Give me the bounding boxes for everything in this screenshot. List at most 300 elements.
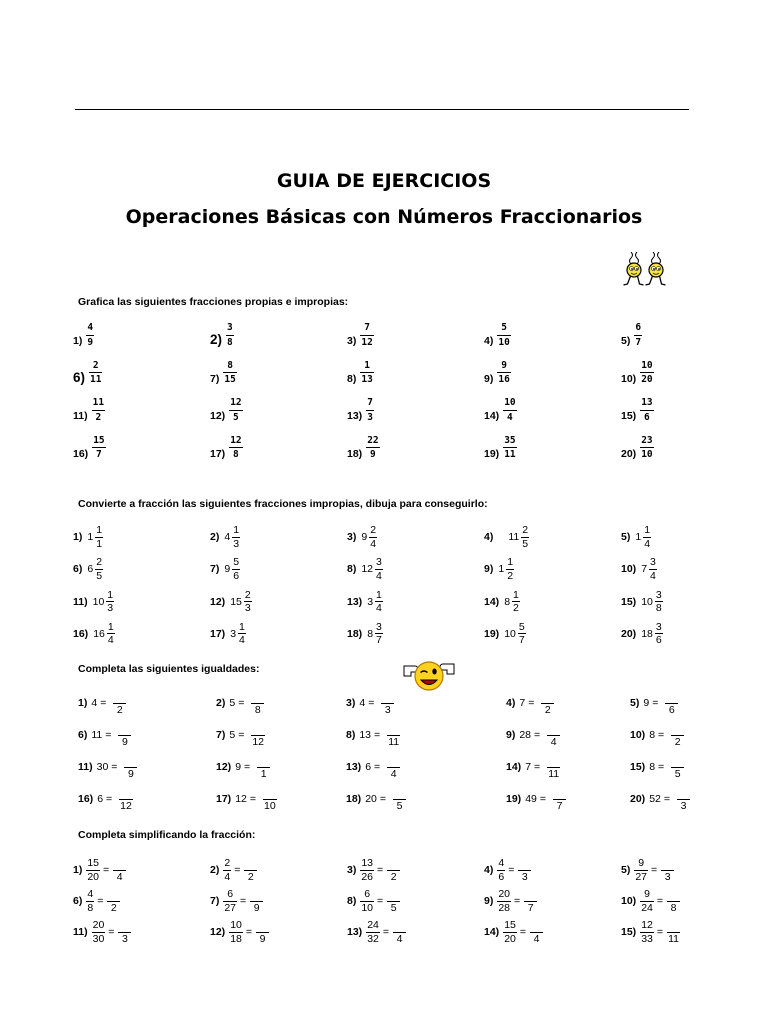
fraction-numerator: 1 bbox=[239, 620, 245, 633]
equals-sign: = bbox=[249, 793, 257, 805]
given-number: 12 bbox=[235, 793, 247, 805]
answer-blank bbox=[518, 858, 531, 871]
answer-blank bbox=[553, 787, 566, 800]
answer-fraction bbox=[113, 691, 126, 715]
whole-number: 12 bbox=[361, 563, 374, 576]
fraction-denominator: 18 bbox=[230, 932, 242, 945]
fraction-denominator: 4 bbox=[390, 767, 397, 780]
fraction bbox=[223, 858, 231, 882]
equals-sign: = bbox=[656, 895, 664, 907]
fraction bbox=[640, 889, 654, 913]
fraction bbox=[229, 920, 243, 944]
exercise-item bbox=[484, 525, 621, 549]
fraction-denominator: 2 bbox=[544, 703, 551, 716]
simplify-exercises bbox=[73, 858, 758, 951]
fraction-denominator: 1 bbox=[96, 537, 103, 550]
answer-fraction bbox=[667, 889, 680, 913]
fraction-numerator: 22 bbox=[366, 436, 379, 449]
exercise-item bbox=[347, 590, 484, 614]
exercise-number: 6) bbox=[78, 729, 88, 741]
fraction-numerator: 24 bbox=[367, 919, 379, 931]
fraction-numerator: 23 bbox=[640, 436, 653, 449]
exercise-number: 6) bbox=[73, 895, 83, 907]
given-number: 52 bbox=[649, 793, 661, 805]
exercise-number: 12) bbox=[210, 926, 226, 938]
fraction bbox=[244, 590, 252, 614]
exercise-item bbox=[73, 622, 210, 646]
exercise-number: 19) bbox=[484, 447, 500, 460]
fraction-denominator: 4 bbox=[107, 634, 114, 647]
exercise-number: 6) bbox=[73, 563, 83, 576]
exercise-item bbox=[216, 755, 346, 779]
whole-number: 7 bbox=[641, 563, 648, 576]
fraction-denominator: 5 bbox=[233, 411, 239, 423]
fraction bbox=[360, 889, 374, 913]
fraction bbox=[92, 398, 105, 422]
given-number: 28 bbox=[519, 729, 532, 741]
fraction-denominator: 6 bbox=[668, 703, 675, 716]
equalities-instruction: Completa las siguientes igualdades: bbox=[78, 663, 260, 675]
fraction-numerator: 10 bbox=[640, 361, 653, 374]
answer-fraction bbox=[665, 691, 678, 715]
answer-blank bbox=[667, 920, 680, 933]
answer-fraction bbox=[381, 691, 394, 715]
given-number: 30 bbox=[96, 761, 109, 773]
answer-blank bbox=[381, 691, 394, 704]
whole-number: 10 bbox=[504, 627, 516, 640]
exercise-item bbox=[73, 920, 210, 944]
answer-blank bbox=[118, 920, 131, 933]
fraction-denominator: 8 bbox=[233, 449, 239, 460]
exercise-item bbox=[621, 858, 758, 882]
whole-number: 6 bbox=[87, 563, 94, 576]
exercise-number: 14) bbox=[506, 761, 522, 773]
exercise-number: 5) bbox=[630, 697, 640, 709]
fraction-numerator: 1 bbox=[233, 524, 240, 536]
exercise-item bbox=[210, 590, 347, 614]
answer-blank bbox=[387, 723, 400, 736]
exercise-number: 6) bbox=[73, 369, 86, 385]
fraction bbox=[521, 525, 529, 549]
fraction bbox=[366, 398, 374, 422]
fraction-denominator: 7 bbox=[518, 634, 525, 647]
answer-fraction bbox=[257, 755, 270, 779]
convert-fractions-exercises bbox=[73, 525, 758, 654]
fraction-denominator: 3 bbox=[521, 870, 528, 883]
equals-sign: = bbox=[238, 729, 245, 741]
fraction-denominator: 5 bbox=[396, 799, 403, 812]
answer-blank bbox=[393, 787, 406, 800]
fraction-numerator: 12 bbox=[229, 398, 242, 411]
fraction-denominator: 20 bbox=[504, 932, 516, 945]
page-title: GUIA DE EJERCICIOS bbox=[276, 170, 492, 192]
fraction-denominator: 4 bbox=[550, 735, 557, 748]
equals-sign: = bbox=[105, 729, 112, 741]
exercise-item bbox=[216, 723, 346, 747]
fraction-numerator: 3 bbox=[650, 556, 656, 569]
exercise-item bbox=[347, 525, 484, 549]
fraction-denominator: 8 bbox=[670, 901, 677, 914]
fraction-numerator: 1 bbox=[360, 361, 373, 374]
exercise-item bbox=[484, 920, 621, 944]
equals-sign: = bbox=[244, 761, 251, 773]
exercise-number: 5) bbox=[621, 864, 631, 876]
exercise-item bbox=[621, 889, 758, 913]
whole-number: 1 bbox=[87, 531, 94, 543]
exercise-number: 20) bbox=[621, 627, 637, 640]
fraction-denominator: 3 bbox=[122, 932, 128, 945]
whole-number: 10 bbox=[641, 595, 653, 608]
exercise-item bbox=[78, 755, 216, 779]
equals-sign: = bbox=[106, 793, 113, 805]
equals-sign: = bbox=[374, 761, 381, 773]
fraction-denominator: 12 bbox=[361, 336, 373, 348]
fraction bbox=[497, 858, 505, 882]
fraction-denominator: 11 bbox=[548, 767, 560, 780]
equals-sign: = bbox=[240, 895, 247, 907]
given-number: 8 bbox=[649, 729, 656, 741]
fraction-numerator: 13 bbox=[361, 857, 374, 869]
fraction-denominator: 1 bbox=[260, 767, 267, 780]
fraction-denominator: 4 bbox=[376, 602, 382, 615]
exercise-item bbox=[621, 557, 758, 581]
given-number: 49 bbox=[525, 793, 537, 805]
exercise-number: 3) bbox=[347, 335, 357, 347]
fraction bbox=[366, 920, 380, 944]
exercise-number: 17) bbox=[216, 793, 232, 805]
answer-fraction bbox=[547, 723, 560, 747]
fraction-numerator: 1 bbox=[96, 524, 103, 536]
fraction-numerator: 5 bbox=[233, 556, 240, 569]
exercise-number: 14) bbox=[484, 410, 500, 422]
fraction-numerator: 2 bbox=[370, 524, 377, 536]
fraction-denominator: 6 bbox=[233, 569, 240, 582]
whole-number: 15 bbox=[230, 595, 242, 608]
fraction-denominator: 3 bbox=[244, 602, 251, 615]
fraction-numerator: 1 bbox=[644, 524, 651, 536]
fraction-denominator: 9 bbox=[259, 932, 266, 945]
equals-sign: = bbox=[100, 697, 107, 709]
given-number: 5 bbox=[229, 697, 236, 709]
header-rule bbox=[75, 109, 689, 110]
fraction-numerator: 9 bbox=[497, 361, 510, 374]
answer-fraction bbox=[113, 858, 126, 882]
whole-number: 3 bbox=[367, 595, 374, 608]
answer-fraction bbox=[387, 858, 400, 882]
fraction-numerator: 3 bbox=[655, 620, 662, 633]
answer-fraction bbox=[250, 889, 263, 913]
exercise-item bbox=[484, 590, 621, 614]
fraction-denominator: 26 bbox=[361, 870, 374, 883]
fraction-denominator: 5 bbox=[390, 901, 397, 914]
fraction-numerator: 1 bbox=[513, 588, 519, 601]
exercise-item bbox=[621, 622, 758, 646]
exercise-item bbox=[210, 622, 347, 646]
equals-sign: = bbox=[519, 926, 527, 938]
exercise-item bbox=[216, 787, 346, 811]
exercise-number: 2) bbox=[210, 531, 220, 543]
exercise-number: 15) bbox=[621, 410, 637, 422]
fraction bbox=[503, 436, 516, 460]
exercise-item bbox=[78, 787, 216, 811]
whole-number: 3 bbox=[230, 627, 237, 640]
exercise-item bbox=[73, 361, 210, 385]
fraction-denominator: 13 bbox=[361, 374, 373, 385]
equals-sign: = bbox=[534, 729, 541, 741]
fraction bbox=[497, 323, 510, 347]
answer-fraction bbox=[524, 889, 537, 913]
exercise-item bbox=[621, 398, 758, 422]
answer-fraction bbox=[393, 787, 406, 811]
exercise-item bbox=[621, 436, 758, 460]
exercise-item bbox=[347, 557, 484, 581]
answer-fraction bbox=[667, 920, 680, 944]
fraction-denominator: 2 bbox=[390, 870, 397, 883]
answer-blank bbox=[667, 889, 680, 902]
exercise-number: 1) bbox=[73, 335, 83, 347]
whole-number: 4 bbox=[224, 531, 231, 543]
answer-blank bbox=[119, 787, 133, 800]
answer-blank bbox=[113, 691, 126, 704]
exercise-number: 2) bbox=[210, 864, 220, 876]
exercise-item bbox=[347, 436, 484, 460]
answer-fraction bbox=[244, 858, 257, 882]
exercise-number: 4) bbox=[506, 697, 516, 709]
fraction bbox=[366, 436, 379, 460]
fraction-numerator: 3 bbox=[376, 556, 382, 569]
exercise-item bbox=[216, 691, 346, 715]
equals-sign: = bbox=[238, 697, 245, 709]
exercise-item bbox=[210, 323, 347, 347]
exercise-item bbox=[347, 622, 484, 646]
exercise-number: 8) bbox=[347, 895, 357, 907]
exercise-item bbox=[506, 723, 630, 747]
exercise-item bbox=[73, 889, 210, 913]
fraction-numerator: 12 bbox=[229, 436, 242, 449]
fraction-numerator: 2 bbox=[224, 857, 231, 869]
fraction bbox=[634, 323, 642, 347]
fraction-numerator: 4 bbox=[87, 888, 94, 900]
answer-fraction bbox=[256, 920, 269, 944]
answer-blank bbox=[118, 723, 131, 736]
fraction-numerator: 10 bbox=[230, 919, 242, 931]
exercise-item bbox=[346, 787, 506, 811]
fraction-denominator: 3 bbox=[680, 799, 687, 812]
answer-blank bbox=[530, 920, 543, 933]
exercise-number: 16) bbox=[73, 447, 89, 460]
exercise-number: 3) bbox=[346, 697, 356, 709]
equals-sign: = bbox=[656, 926, 664, 938]
exercise-item bbox=[73, 590, 210, 614]
exercise-number: 16) bbox=[78, 793, 94, 805]
given-number: 8 bbox=[649, 761, 656, 773]
fraction bbox=[497, 361, 510, 385]
simplify-instruction: Completa simplificando la fracción: bbox=[78, 829, 256, 841]
fraction bbox=[86, 858, 100, 882]
fraction bbox=[360, 858, 374, 882]
exercise-item bbox=[630, 691, 730, 715]
fraction-numerator: 11 bbox=[92, 398, 105, 411]
whole-number: 8 bbox=[504, 595, 511, 608]
whole-number: 1 bbox=[498, 563, 505, 576]
fraction-numerator: 12 bbox=[641, 919, 653, 931]
answer-blank bbox=[251, 691, 264, 704]
equals-sign: = bbox=[539, 793, 547, 805]
fraction-numerator: 7 bbox=[366, 398, 374, 411]
fraction bbox=[360, 361, 373, 385]
answer-blank bbox=[256, 920, 269, 933]
fraction-numerator: 15 bbox=[92, 436, 105, 449]
exercise-number: 19) bbox=[484, 627, 500, 640]
exercise-item bbox=[210, 920, 347, 944]
fraction bbox=[506, 557, 514, 581]
exercise-number: 8) bbox=[347, 372, 357, 385]
exercise-number: 11) bbox=[73, 410, 88, 422]
exercise-item bbox=[78, 691, 216, 715]
exercise-number: 3) bbox=[347, 864, 357, 876]
answer-blank bbox=[107, 889, 120, 902]
exercise-number: 8) bbox=[346, 729, 356, 741]
given-number: 13 bbox=[359, 729, 372, 741]
fraction-numerator: 2 bbox=[96, 556, 103, 569]
answer-fraction bbox=[661, 858, 674, 882]
cartoon-characters-image bbox=[622, 252, 668, 288]
answer-fraction bbox=[671, 723, 684, 747]
exercise-item bbox=[73, 323, 210, 347]
exercise-item bbox=[210, 557, 347, 581]
exercise-number: 7) bbox=[216, 729, 226, 741]
fraction-denominator: 2 bbox=[247, 870, 254, 883]
exercise-number: 18) bbox=[347, 447, 363, 460]
fraction-denominator: 12 bbox=[252, 735, 265, 748]
answer-blank bbox=[244, 858, 257, 871]
fraction-denominator: 8 bbox=[227, 336, 233, 348]
answer-fraction bbox=[518, 858, 531, 882]
fraction bbox=[655, 622, 663, 646]
exercise-number: 13) bbox=[347, 410, 363, 422]
exercise-number: 10) bbox=[621, 895, 637, 907]
fraction bbox=[512, 590, 520, 614]
answer-fraction bbox=[387, 723, 400, 747]
answer-blank bbox=[257, 755, 270, 768]
equals-sign: = bbox=[652, 697, 659, 709]
fraction-numerator: 7 bbox=[360, 323, 373, 336]
answer-fraction bbox=[671, 755, 684, 779]
answer-fraction bbox=[118, 920, 131, 944]
fraction-numerator: 1 bbox=[107, 588, 114, 601]
exercise-number: 3) bbox=[347, 531, 357, 543]
answer-fraction bbox=[124, 755, 137, 779]
fraction-denominator: 9 bbox=[253, 901, 260, 914]
exercise-item bbox=[506, 755, 630, 779]
fraction-denominator: 10 bbox=[264, 799, 276, 812]
fraction bbox=[649, 557, 657, 581]
fraction-numerator: 5 bbox=[497, 323, 510, 336]
answer-blank bbox=[387, 858, 400, 871]
exercise-number: 1) bbox=[73, 531, 83, 543]
exercise-item bbox=[484, 323, 621, 347]
exercise-item bbox=[484, 622, 621, 646]
whole-number: 1 bbox=[635, 531, 642, 543]
fraction bbox=[106, 590, 114, 614]
exercise-item bbox=[484, 557, 621, 581]
whole-number: 16 bbox=[93, 627, 105, 640]
exercise-number: 11) bbox=[73, 926, 88, 938]
winking-smiley-image bbox=[403, 655, 455, 693]
fraction-denominator: 4 bbox=[376, 569, 382, 582]
fraction-denominator: 11 bbox=[388, 735, 400, 748]
answer-blank bbox=[547, 723, 560, 736]
exercise-item bbox=[621, 361, 758, 385]
exercise-number: 9) bbox=[484, 895, 494, 907]
fraction-denominator: 4 bbox=[644, 537, 651, 550]
exercise-number: 9) bbox=[506, 729, 516, 741]
fraction-denominator: 27 bbox=[635, 870, 648, 883]
given-number: 7 bbox=[519, 697, 526, 709]
fraction bbox=[86, 323, 94, 347]
exercise-number: 1) bbox=[78, 697, 88, 709]
exercise-number: 2) bbox=[210, 332, 223, 347]
fraction-denominator: 4 bbox=[650, 569, 656, 582]
fraction bbox=[369, 525, 377, 549]
exercise-number: 13) bbox=[346, 761, 362, 773]
fraction bbox=[375, 590, 383, 614]
fraction-denominator: 7 bbox=[635, 336, 642, 348]
exercise-number: 7) bbox=[210, 895, 220, 907]
fraction-denominator: 2 bbox=[110, 901, 117, 914]
exercise-number: 4) bbox=[484, 335, 494, 347]
fraction-denominator: 28 bbox=[498, 901, 511, 914]
fraction bbox=[503, 398, 516, 422]
given-number: 20 bbox=[365, 793, 377, 805]
answer-fraction bbox=[387, 889, 400, 913]
fraction-denominator: 9 bbox=[121, 735, 128, 748]
fraction-numerator: 4 bbox=[86, 323, 94, 336]
fraction-numerator: 13 bbox=[640, 398, 653, 411]
equals-sign: = bbox=[651, 864, 658, 876]
fraction-denominator: 8 bbox=[254, 703, 261, 716]
exercise-number: 14) bbox=[484, 926, 500, 938]
equals-sign: = bbox=[111, 761, 118, 773]
fraction-denominator: 27 bbox=[224, 901, 237, 914]
exercise-item bbox=[73, 436, 210, 460]
exercise-number: 4) bbox=[484, 864, 494, 876]
answer-blank bbox=[547, 755, 560, 768]
answer-blank bbox=[387, 755, 400, 768]
exercise-number: 13) bbox=[347, 595, 363, 608]
answer-blank bbox=[124, 755, 137, 768]
exercise-number: 15) bbox=[630, 761, 646, 773]
fraction-denominator: 30 bbox=[92, 932, 105, 945]
fraction-numerator: 3 bbox=[655, 588, 662, 601]
equals-sign: = bbox=[103, 864, 110, 876]
answer-fraction bbox=[553, 787, 566, 811]
fraction bbox=[497, 889, 511, 913]
exercise-item bbox=[210, 398, 347, 422]
exercise-number: 14) bbox=[484, 595, 500, 608]
exercise-number: 11) bbox=[78, 761, 93, 773]
given-number: 5 bbox=[229, 729, 236, 741]
given-number: 6 bbox=[97, 793, 104, 805]
answer-blank bbox=[393, 920, 406, 933]
fraction-numerator: 1 bbox=[107, 620, 114, 633]
exercise-item bbox=[347, 889, 484, 913]
fraction-numerator: 15 bbox=[504, 919, 516, 931]
fraction-denominator: 2 bbox=[507, 569, 514, 582]
exercise-number: 4) bbox=[484, 531, 494, 543]
fraction-denominator: 11 bbox=[504, 449, 516, 460]
answer-fraction bbox=[547, 755, 560, 779]
